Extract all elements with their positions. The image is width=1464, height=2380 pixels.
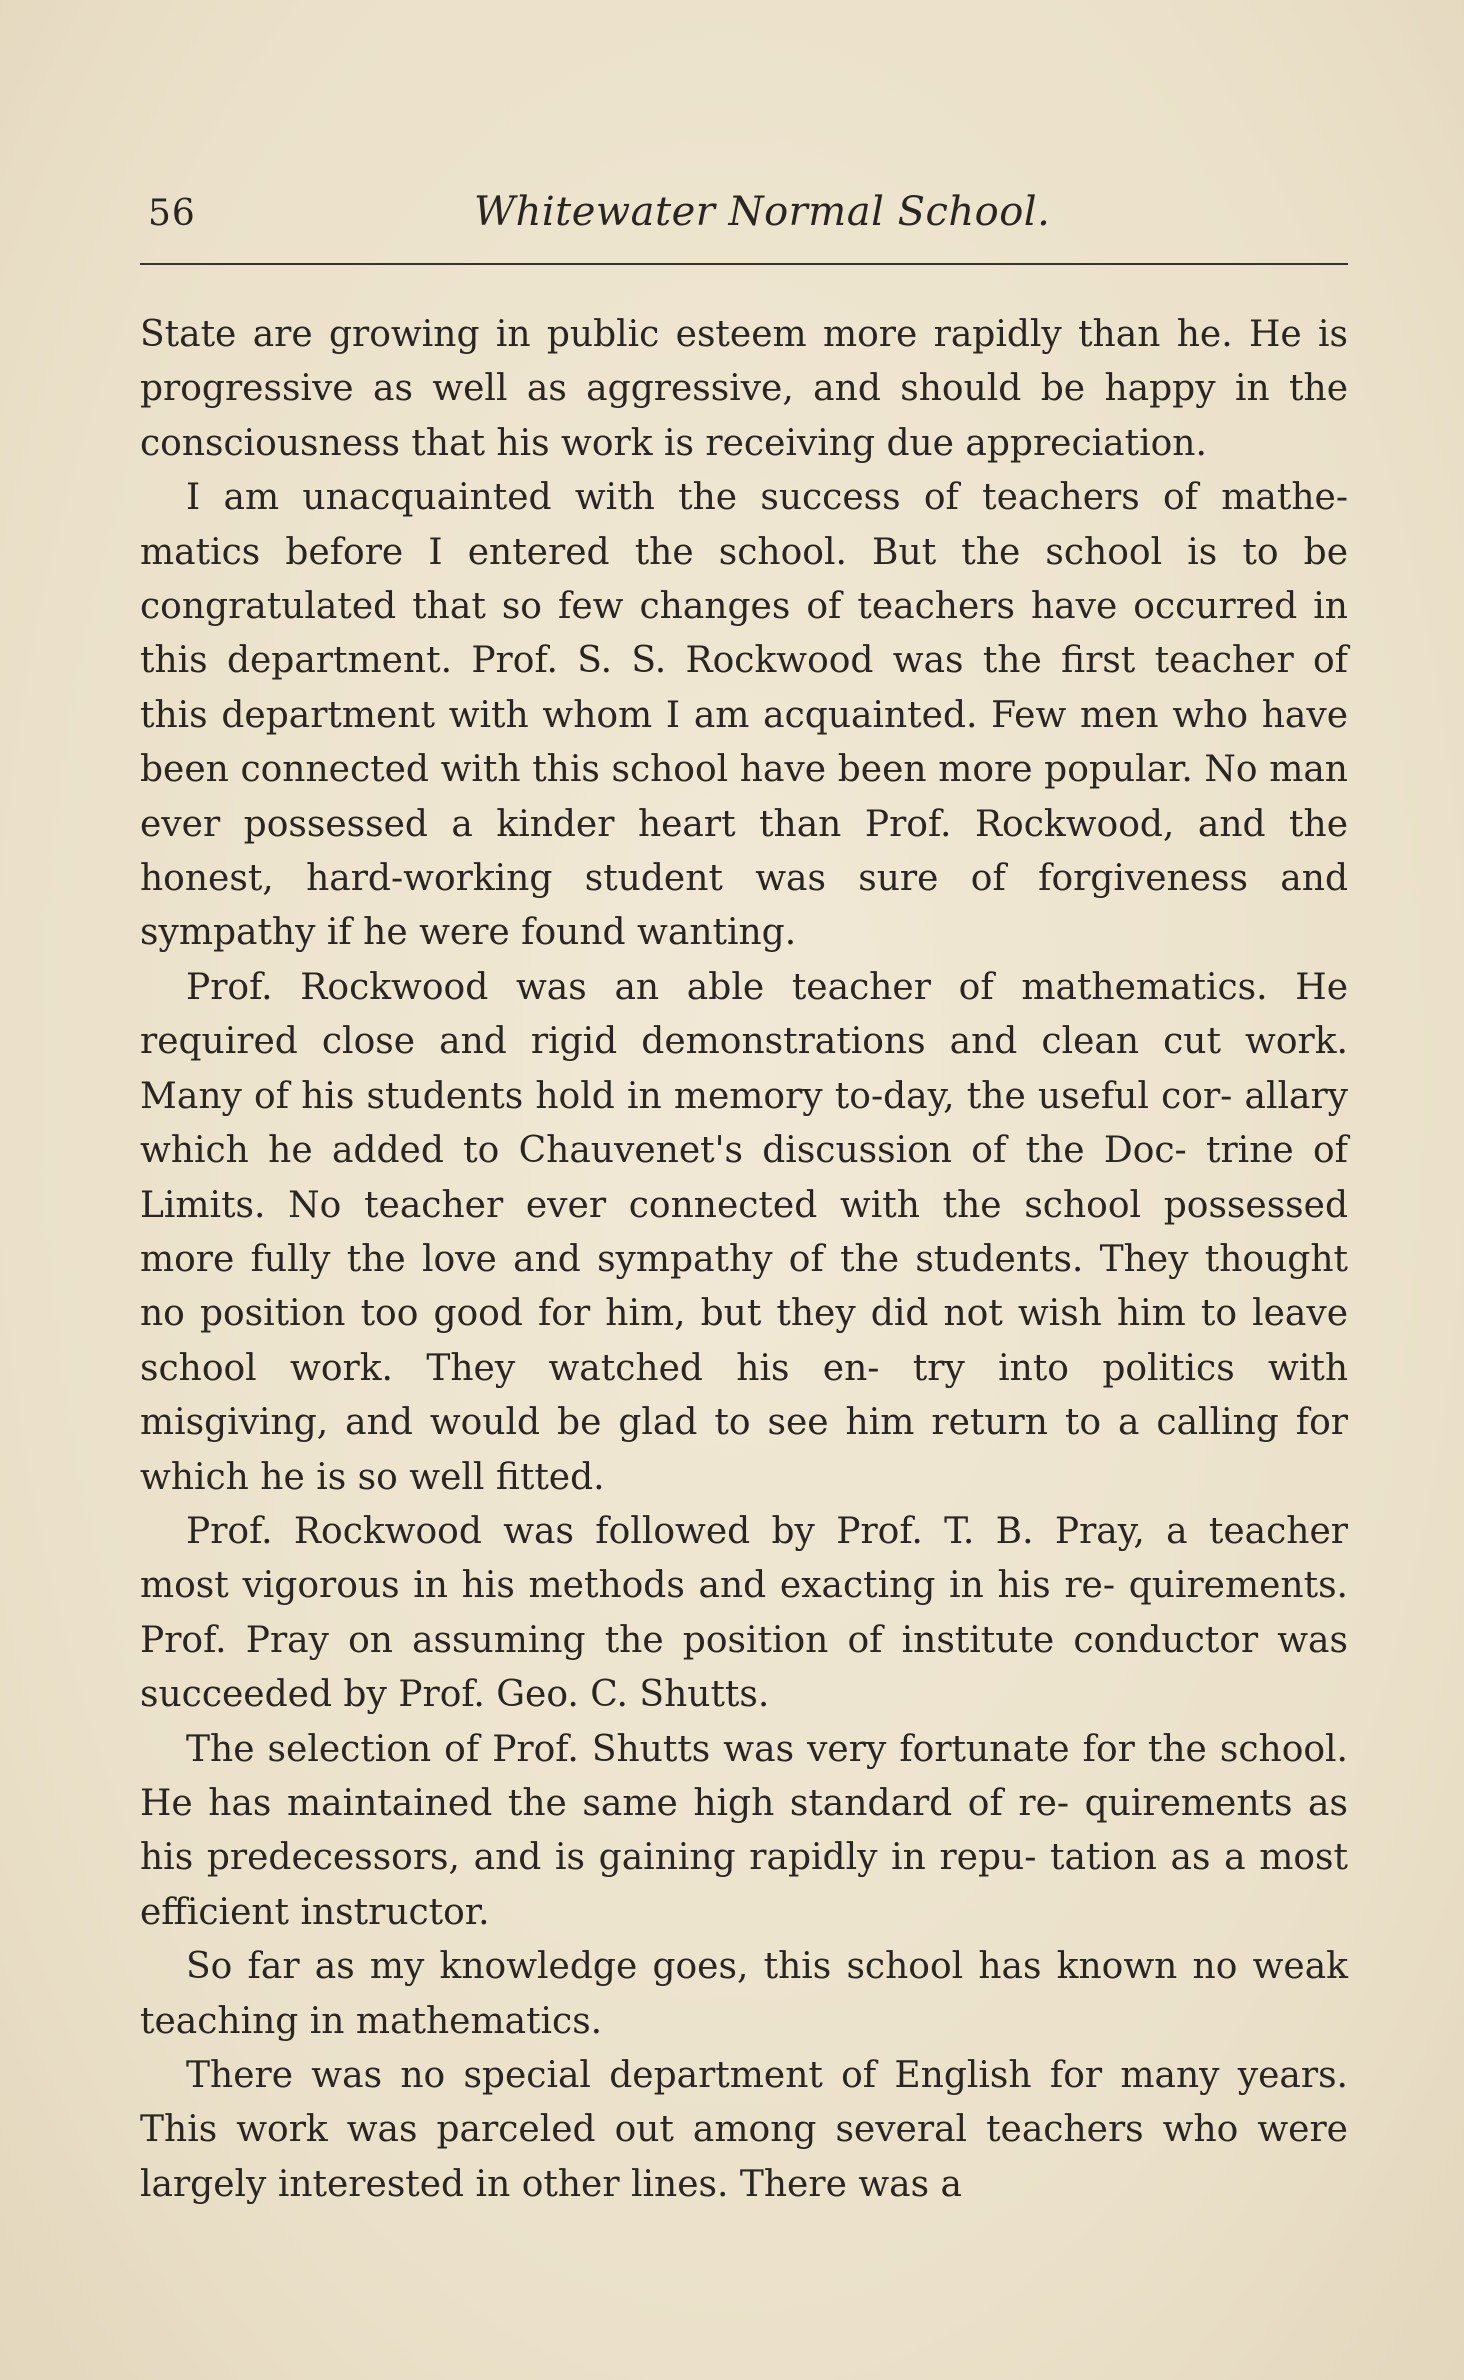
header-rule [140,263,1348,265]
paragraph: The selection of Prof. Shutts was very fortunate for the school. He has maintained the same high standard of re- quirements as his predecessors, and is gaining rapidly in repu- tation as a most efficient instructor. [140,1728,1348,1933]
page-number: 56 [148,193,196,234]
paragraph: There was no special department of English for many years. This work was parceled out among several teachers who were largely interested in other lines. There was a [140,2055,1348,2205]
paragraph: State are growing in public esteem more rapidly than he. He is progressive as well as aggressive, and should be happy in the consciousness that his work is receiving due appreciation. [140,314,1348,464]
paragraph: Prof. Rockwood was an able teacher of mathematics. He required close and rigid demonstrations and clean cut work. Many of his students hold in memory to-day, the useful cor- allary which he added to Chauvenet's discussion of the Doc- trine of Limits. No teacher ever connected with the school possessed more fully the love and sympathy of the students. They thought no position too good for him, but they did not wish him to leave school work. They watched his en- try into politics with misgiving, and would be glad to see him return to a calling for which he is so well fitted. [140,966,1348,1498]
paragraph: Prof. Rockwood was followed by Prof. T. B. Pray, a teacher most vigorous in his methods and exacting in his re- quirements. Prof. Pray on assuming the position of institute conductor was succeeded by Prof. Geo. C. Shutts. [140,1510,1348,1716]
paragraph: So far as my knowledge goes, this school has known no weak teaching in mathematics. [140,1946,1348,2042]
running-title: Whitewater Normal School. [474,189,1051,235]
page-header [148,185,1348,255]
paragraph: I am unacquainted with the success of teachers of mathe- matics before I entered the school. But the school is to be congratulated that so few changes of teachers have occurred in this department. Prof. S. S. Rockwood was the first teacher of this department with whom I am acquainted. Few men who have been connected with this school have been more popular. No man ever possessed a kinder heart than Prof. Rockwood, and the honest, hard-working student was sure of forgiveness and sympathy if he were found wanting. [140,477,1348,954]
body-text [140,308,1348,2212]
